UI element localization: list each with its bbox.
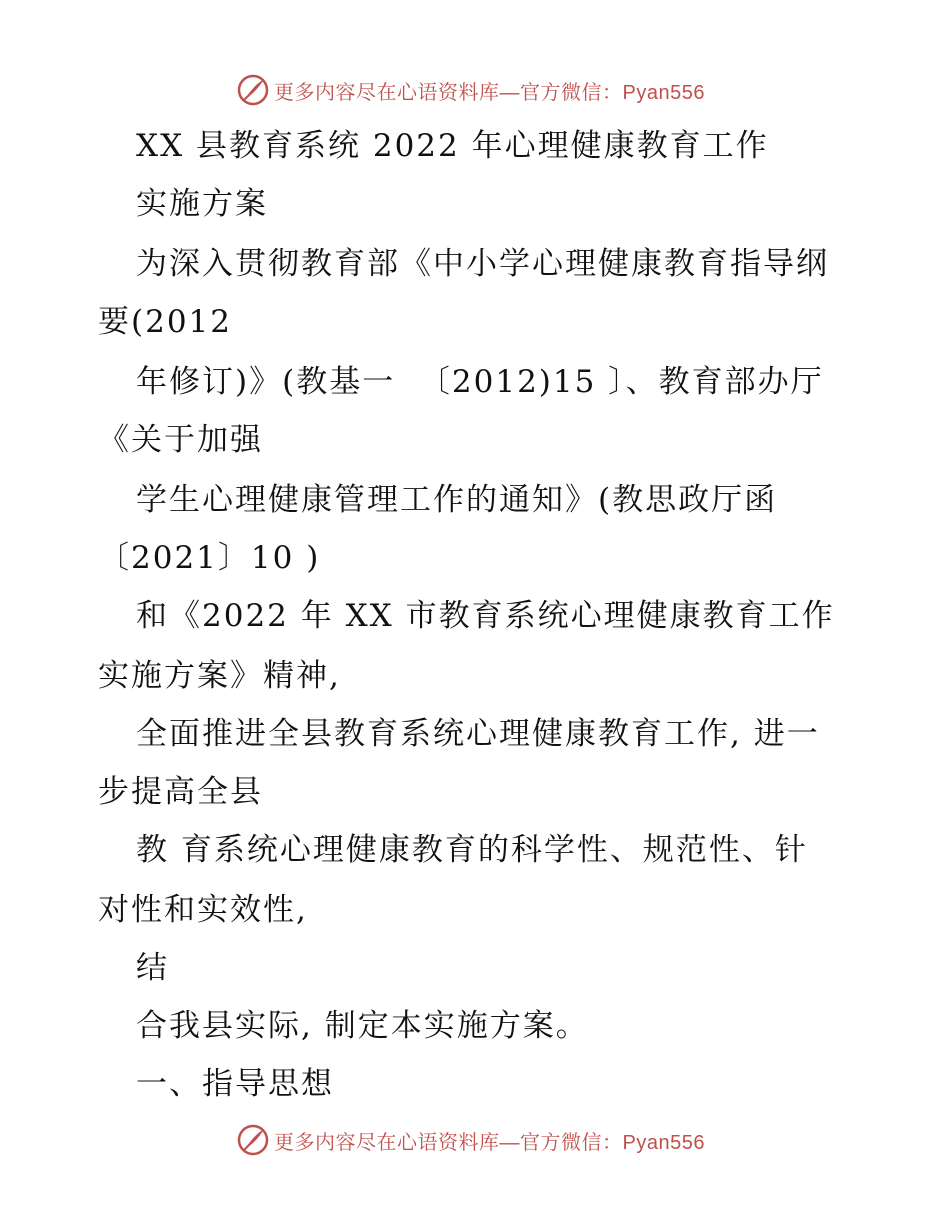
doc-paragraph-line: 〔2021〕10 ) <box>98 540 321 576</box>
doc-paragraph-line: 教 育系统心理健康教育的科学性、规范性、针 <box>136 832 808 868</box>
section-heading: 一、指导思想 <box>136 1066 334 1102</box>
doc-paragraph-line: 对性和实效性, <box>98 892 308 928</box>
watermark-footer <box>236 1122 716 1158</box>
doc-paragraph-line: 要(2012 <box>98 304 232 340</box>
doc-paragraph-line: 学生心理健康管理工作的通知》(教思政厅函 <box>136 482 778 518</box>
doc-paragraph-line: 《关于加强 <box>98 422 263 458</box>
doc-paragraph-line: 结 <box>136 950 169 986</box>
doc-paragraph-line: 为深入贯彻教育部《中小学心理健康教育指导纲 <box>136 246 829 282</box>
watermark-text: 更多内容尽在心语资料库—官方微信：Pyan556 <box>274 1131 705 1154</box>
doc-paragraph-line: 实施方案》精神, <box>98 658 341 694</box>
doc-paragraph-line: 年修订)》(教基一 〔2012)15 〕、教育部办厅 <box>136 364 824 400</box>
doc-paragraph-line: 步提高全县 <box>98 774 263 810</box>
doc-paragraph-line: 合我县实际, 制定本实施方案。 <box>136 1008 589 1044</box>
doc-paragraph-line: 和《2022 年 XX 市教育系统心理健康教育工作 <box>136 598 835 634</box>
doc-title-line-1: XX 县教育系统 2022 年心理健康教育工作 <box>136 128 769 164</box>
feather-quill-logo-icon <box>236 1123 270 1157</box>
doc-title-line-2: 实施方案 <box>136 186 268 222</box>
doc-paragraph-line: 全面推进全县教育系统心理健康教育工作, 进一 <box>136 716 820 752</box>
watermark-text: 更多内容尽在心语资料库—官方微信：Pyan556 <box>274 81 705 104</box>
